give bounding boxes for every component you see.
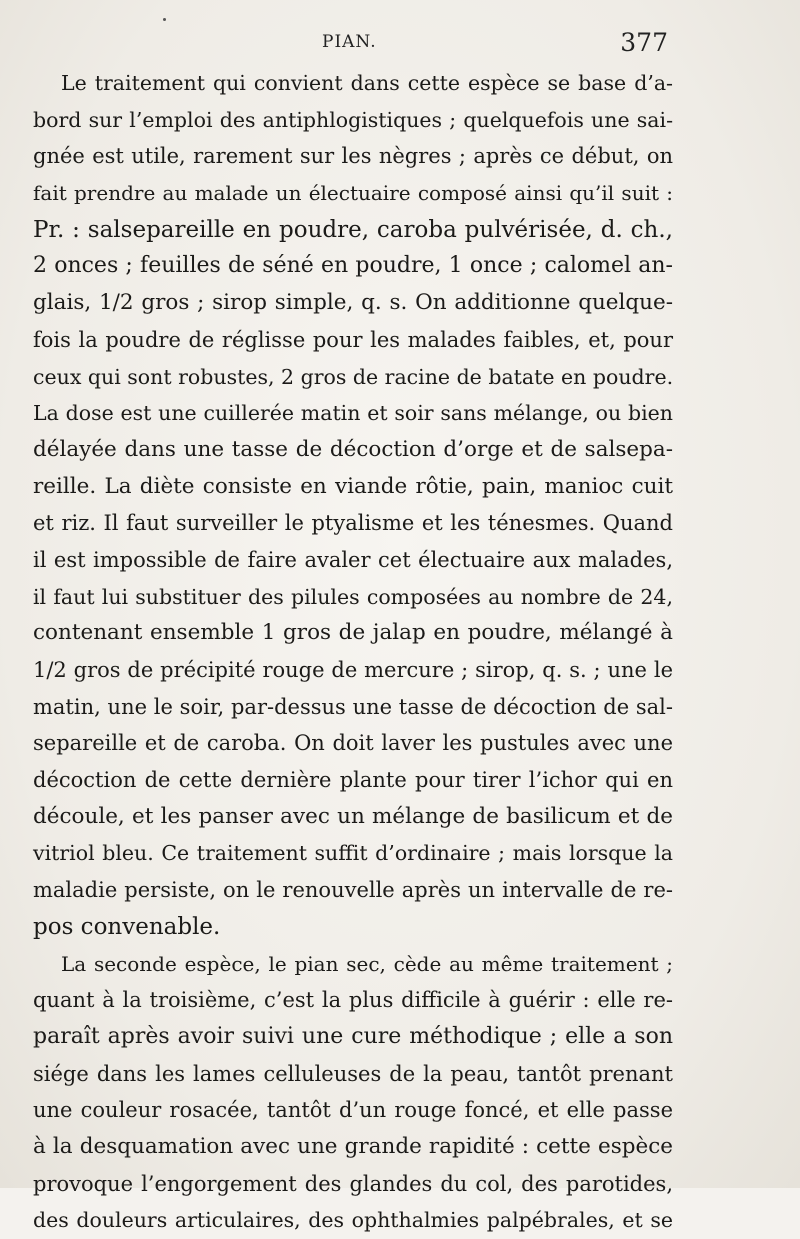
running-head-title: PIAN.	[322, 32, 377, 52]
text-line: pos convenable.	[33, 913, 221, 940]
text-line: siége dans les lames celluleuses de la peau, tantôt prenant	[33, 1061, 673, 1086]
text-line: décoction de cette dernière plante pour tirer l’ichor qui en	[33, 768, 673, 793]
page-number: 377	[620, 28, 668, 57]
text-line: ceux qui sont robustes, 2 gros de racine de batate en poudre.	[33, 364, 674, 389]
text-line: et riz. Il faut surveiller le ptyalisme et les ténesmes. Quand	[33, 511, 673, 536]
text-line: gnée est utile, rarement sur les nègres ; après ce début, on	[33, 144, 673, 169]
text-line: bord sur l’emploi des antiphlogistiques ; quelquefois une sai-	[33, 107, 673, 132]
text-line: separeille et de caroba. On doit laver les pustules avec une	[33, 731, 673, 756]
text-line: contenant ensemble 1 gros de jalap en poudre, mélangé à	[33, 620, 673, 646]
text-line: une couleur rosacée, tantôt d’un rouge foncé, et elle passe	[33, 1098, 673, 1123]
text-line: maladie persiste, on le renouvelle après un intervalle de re-	[33, 878, 673, 903]
text-line: 2 onces ; feuilles de séné en poudre, 1 once ; calomel an-	[33, 253, 673, 279]
text-line: à la desquamation avec une grande rapidité : cette espèce	[33, 1133, 673, 1159]
text-line: La dose est une cuillerée matin et soir sans mélange, ou bien	[33, 401, 673, 426]
text-line: paraît après avoir suivi une cure méthodique ; elle a son	[33, 1023, 673, 1049]
text-line: Pr. : salsepareille en poudre, caroba pulvérisée, d. ch.,	[33, 216, 673, 243]
text-line: Le traitement qui convient dans cette espèce se base d’a-	[61, 71, 673, 95]
text-line: glais, 1/2 gros ; sirop simple, q. s. On additionne quelque-	[33, 290, 673, 316]
body-text	[33, 65, 673, 1239]
text-line: délayée dans une tasse de décoction d’orge et de salsepa-	[33, 436, 673, 462]
text-line: découle, et les panser avec un mélange de basilicum et de	[33, 803, 673, 829]
running-head	[0, 30, 800, 60]
ink-speck	[163, 18, 166, 21]
text-line: fois la poudre de réglisse pour les malades faibles, et, pour	[33, 327, 673, 352]
text-line: il faut lui substituer des pilules composées au nombre de 24,	[33, 584, 673, 609]
text-line: des douleurs articulaires, des ophthalmies palpébrales, et se	[33, 1208, 673, 1233]
text-line: provoque l’engorgement des glandes du col, des parotides,	[33, 1171, 673, 1196]
text-line: vitriol bleu. Ce traitement suffit d’ordinaire ; mais lorsque la	[33, 841, 673, 866]
text-line: il est impossible de faire avaler cet électuaire aux malades,	[33, 547, 673, 572]
text-line: quant à la troisième, c’est la plus difficile à guérir : elle re-	[33, 988, 673, 1013]
text-line: matin, une le soir, par-dessus une tasse de décoction de sal-	[33, 694, 673, 719]
text-line: reille. La diète consiste en viande rôtie, pain, manioc cuit	[33, 473, 673, 499]
text-line: 1/2 gros de précipité rouge de mercure ; sirop, q. s. ; une le	[33, 658, 673, 682]
text-line: La seconde espèce, le pian sec, cède au même traitement ;	[61, 951, 673, 976]
text-line: fait prendre au malade un électuaire composé ainsi qu’il suit :	[33, 181, 673, 206]
